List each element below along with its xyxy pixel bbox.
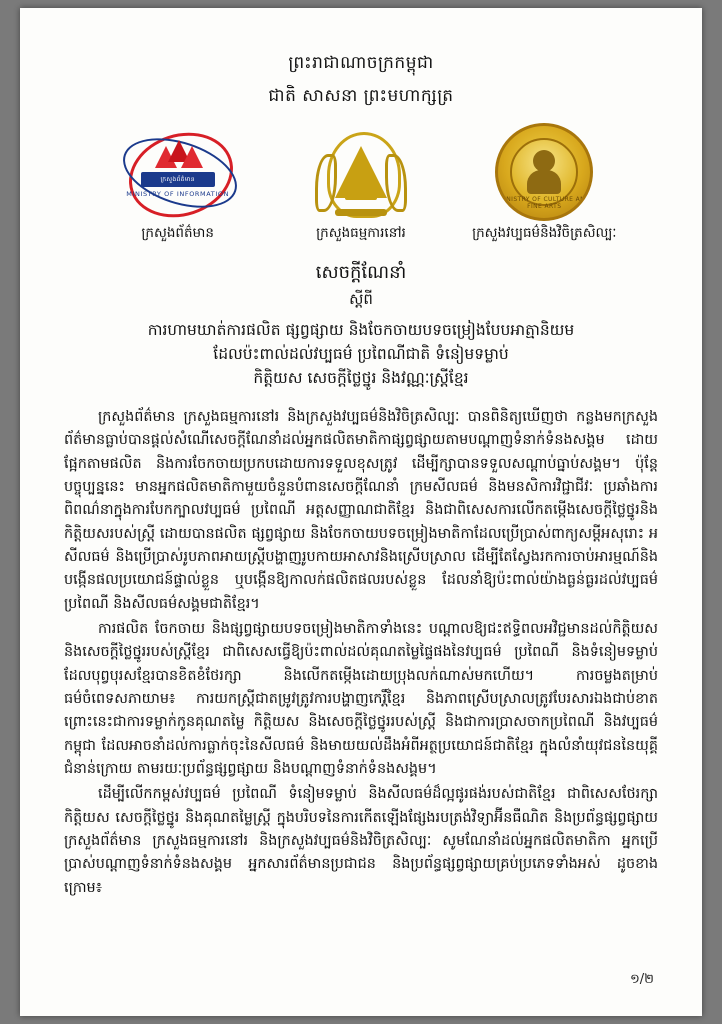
logo-caption-cults-religion: ក្រសួងធម្មការនៅរ	[316, 225, 406, 241]
logo-caption-information: ក្រសួងព័ត៌មាន	[141, 225, 214, 241]
ministry-of-cults-and-religion-logo	[269, 126, 452, 218]
logo-caption-culture-fine-arts: ក្រសួងវប្បធម៌និងវិចិត្រសិល្បៈ	[472, 225, 617, 241]
mountain-peak-icon	[181, 146, 203, 168]
emblem-base	[335, 209, 387, 216]
page-number: ១/២	[629, 972, 654, 987]
logo-block-information	[86, 126, 269, 244]
document-header	[64, 52, 658, 110]
logo-block-cults-religion	[269, 126, 452, 244]
temple-tower-icon	[335, 146, 387, 198]
document-title-block	[64, 260, 658, 390]
document-body	[64, 406, 658, 900]
kingdom-line: ព្រះរាជាណាចក្រកម្ពុជា	[288, 53, 434, 73]
paragraph-3: ដើម្បីលើកកម្ពស់វប្បធម៌ ប្រពៃណី ទំនៀមទម្លាប់ និងសីលធម៌ដ៏ល្អផូរផង់របស់ជាតិខ្មែរ ជាពិសេសថែរក្សាកិត្តិយស សេចក្ដីថ្លៃថ្នូរ និងគុណតម្លៃស្រ្តី ក្នុងបរិបទនៃការកើតឡើងផ្សែងរបត្រង់វិទ្យាអ៊ីនធឺណិត និងប្រព័ន្ធផ្សព្វផ្សាយ ក្រសួងព័ត៌មាន ក្រសួងធម្មការនៅរ និងក្រសួងវប្បធម៌និងវិចិត្រសិល្បៈ សូមណែនាំដល់អ្នកផលិតមាតិកា អ្នកប្រើប្រាស់បណ្ដាញទំនាក់ទំនងសង្គម អ្នកសារព័ត៌មានប្រជាជន និងប្រព័ន្ធផ្សព្វផ្សាយគ្រប់ប្រភេទទាំងអស់ ដូចខាងក្រោម៖	[64, 786, 658, 896]
paragraph-2: ការផលិត ចែកចាយ និងផ្សព្វផ្សាយបទចម្រៀងមាតិកាទាំងនេះ បណ្ដាលឱ្យជះឥទ្ធិពលអវិជ្ជមានដល់កិត្តិយស និងសេចក្ដីថ្លៃថ្នូររបស់ស្រ្តីខ្មែរ ជាពិសេសធ្វើឱ្យប៉ះពាល់ដល់គុណតម្លៃផ្ទៃផងនៃវប្បធម៌ ប្រពៃណី និងទំនៀមទម្លាប់ ដែលបុព្វបុរសខ្មែរបានខិតខំថែរក្សា និងលើកតម្កើងដោយប្រុងលក់ណាស់មកហើយ។ ការចម្លងតម្រាប់ធម៌ចំពេទសភាយាម៖ ការយកស្រ្តីជាតម្រូវត្រូវការបង្ហាញកេរ្តិ៍ខ្មែរ និងភាពស្រើបស្រាលត្រូវបែរសារឯងជាប់ខាត ព្រោះនេះជាការទម្លាក់កូនគុណតម្លៃ កិត្តិយស និងសេចក្ដីថ្លៃថ្នូររបស់ស្រ្តី និងជាការប្រាសចាកប្រពៃណី និងវប្បធម៌កម្ពុជា ដែលអាចនាំដល់ការធ្លាក់ចុះនៃសីលធម៌ និងមាយយល់ដឹងអំពីអត្ថប្រយោជន៍ជាតិខ្មែរ ក្នុងលំនាំយុវជននៃយុគ្គីជំនាន់ក្រោយ តាមរយៈប្រព័ន្ធផ្សព្វផ្សាយ និងបណ្ដាញទំនាក់ទំនងសង្គម។	[64, 621, 658, 777]
title-subject-prefix: ស្ដីពី	[349, 290, 373, 308]
title-line-3: កិត្តិយស សេចក្ដីថ្លៃថ្នូរ និងវណ្ណៈស្រ្តីខ្មែរ	[253, 369, 469, 388]
deity-body-icon	[527, 170, 561, 194]
logo-band-text: ក្រសួងព័ត៌មាន	[160, 176, 195, 183]
ministry-of-culture-and-fine-arts-logo	[453, 126, 636, 218]
logo-arc-text: MINISTRY OF INFORMATION	[126, 190, 230, 198]
seal-arc-text: MINISTRY OF CULTURE AND FINE ARTS	[498, 196, 591, 210]
deity-head-icon	[533, 150, 555, 172]
page-title: សេចក្ដីណែនាំ	[315, 262, 407, 283]
title-line-1: ការហាមឃាត់ការផលិត ផ្សព្វផ្សាយ និងចែកចាយបទចម្រៀងបែបអាត្មានិយម	[147, 321, 575, 339]
ministry-of-information-logo	[86, 126, 269, 218]
logo-block-culture-fine-arts	[453, 126, 636, 244]
document-paper	[20, 8, 702, 1016]
title-line-2: ដែលប៉ះពាល់ដល់វប្បធម៌ ប្រពៃណីជាតិ ទំនៀមទម្លាប់	[213, 345, 509, 364]
logo-band	[141, 172, 215, 187]
paragraph-1: ក្រសួងព័ត៌មាន ក្រសួងធម្មការនៅរ និងក្រសួងវប្បធម៌និងវិចិត្រសិល្បៈ បានពិនិត្យឃើញថា កន្លងមកក្រសួងព័ត៌មានធ្លាប់បានផ្ដល់សំណើសេចក្ដីណែនាំដល់អ្នកផលិតមាតិកាផ្សព្វផ្សាយតាមបណ្ដាញទំនាក់ទំនងសង្គម ដោយផ្អែកតាមផលិត និងការចែកចាយប្រកបដោយការទទួលខុសត្រូវ ដើម្បីក្សាបានទទួលសណ្ដាប់ធ្នាប់សង្គម។ ប៉ុន្តែបច្ចុប្បន្ននេះ មានអ្នកផលិតមាតិកាមួយចំនួនបំពានសេចក្ដីណែនាំ ក្រមសីលធម៌ និងមនសិការវិជ្ជាជីវៈ ប្រឆាំងការពិពណ៌នាក្នុងការបែកក្បាលវប្បធម៌ ប្រពៃណី អត្តសញ្ញាណជាតិខ្មែរ និងជាពិសេសការលើកតម្កើងសេចក្ដីថ្លៃថ្នូរនិងកិត្តិយសរបស់ស្រ្តី ដោយបានផលិត ផ្សព្វផ្សាយ និងចែកចាយបទចម្រៀងមាតិកាដែលប្រើប្រាស់ពាក្យសម្ដីអសុរោះ អសីលធម៌ និងប្រើប្រាស់រូបភាពអាយស្រ្តីបង្ហាញរូបកាយអាសាវនិងស្រើបស្រាល ដើម្បីតែស្វែងរកការចាប់អារម្មណ៍និងបង្កើនផលប្រយោជន៍ផ្ទាល់ខ្លួន ឬបង្កើនឱ្យកាលក់ផលិតផលរបស់ខ្លួន ដែលនាំឱ្យប៉ះពាល់យ៉ាងធ្ងន់ធ្ងរដល់វប្បធម៌ ប្រពៃណី និងសីលធម៌សង្គមជាតិខ្មែរ។	[64, 409, 658, 612]
ministry-logos	[64, 120, 658, 244]
motto-line: ជាតិ សាសនា ព្រះមហាក្សត្រ	[268, 86, 454, 106]
